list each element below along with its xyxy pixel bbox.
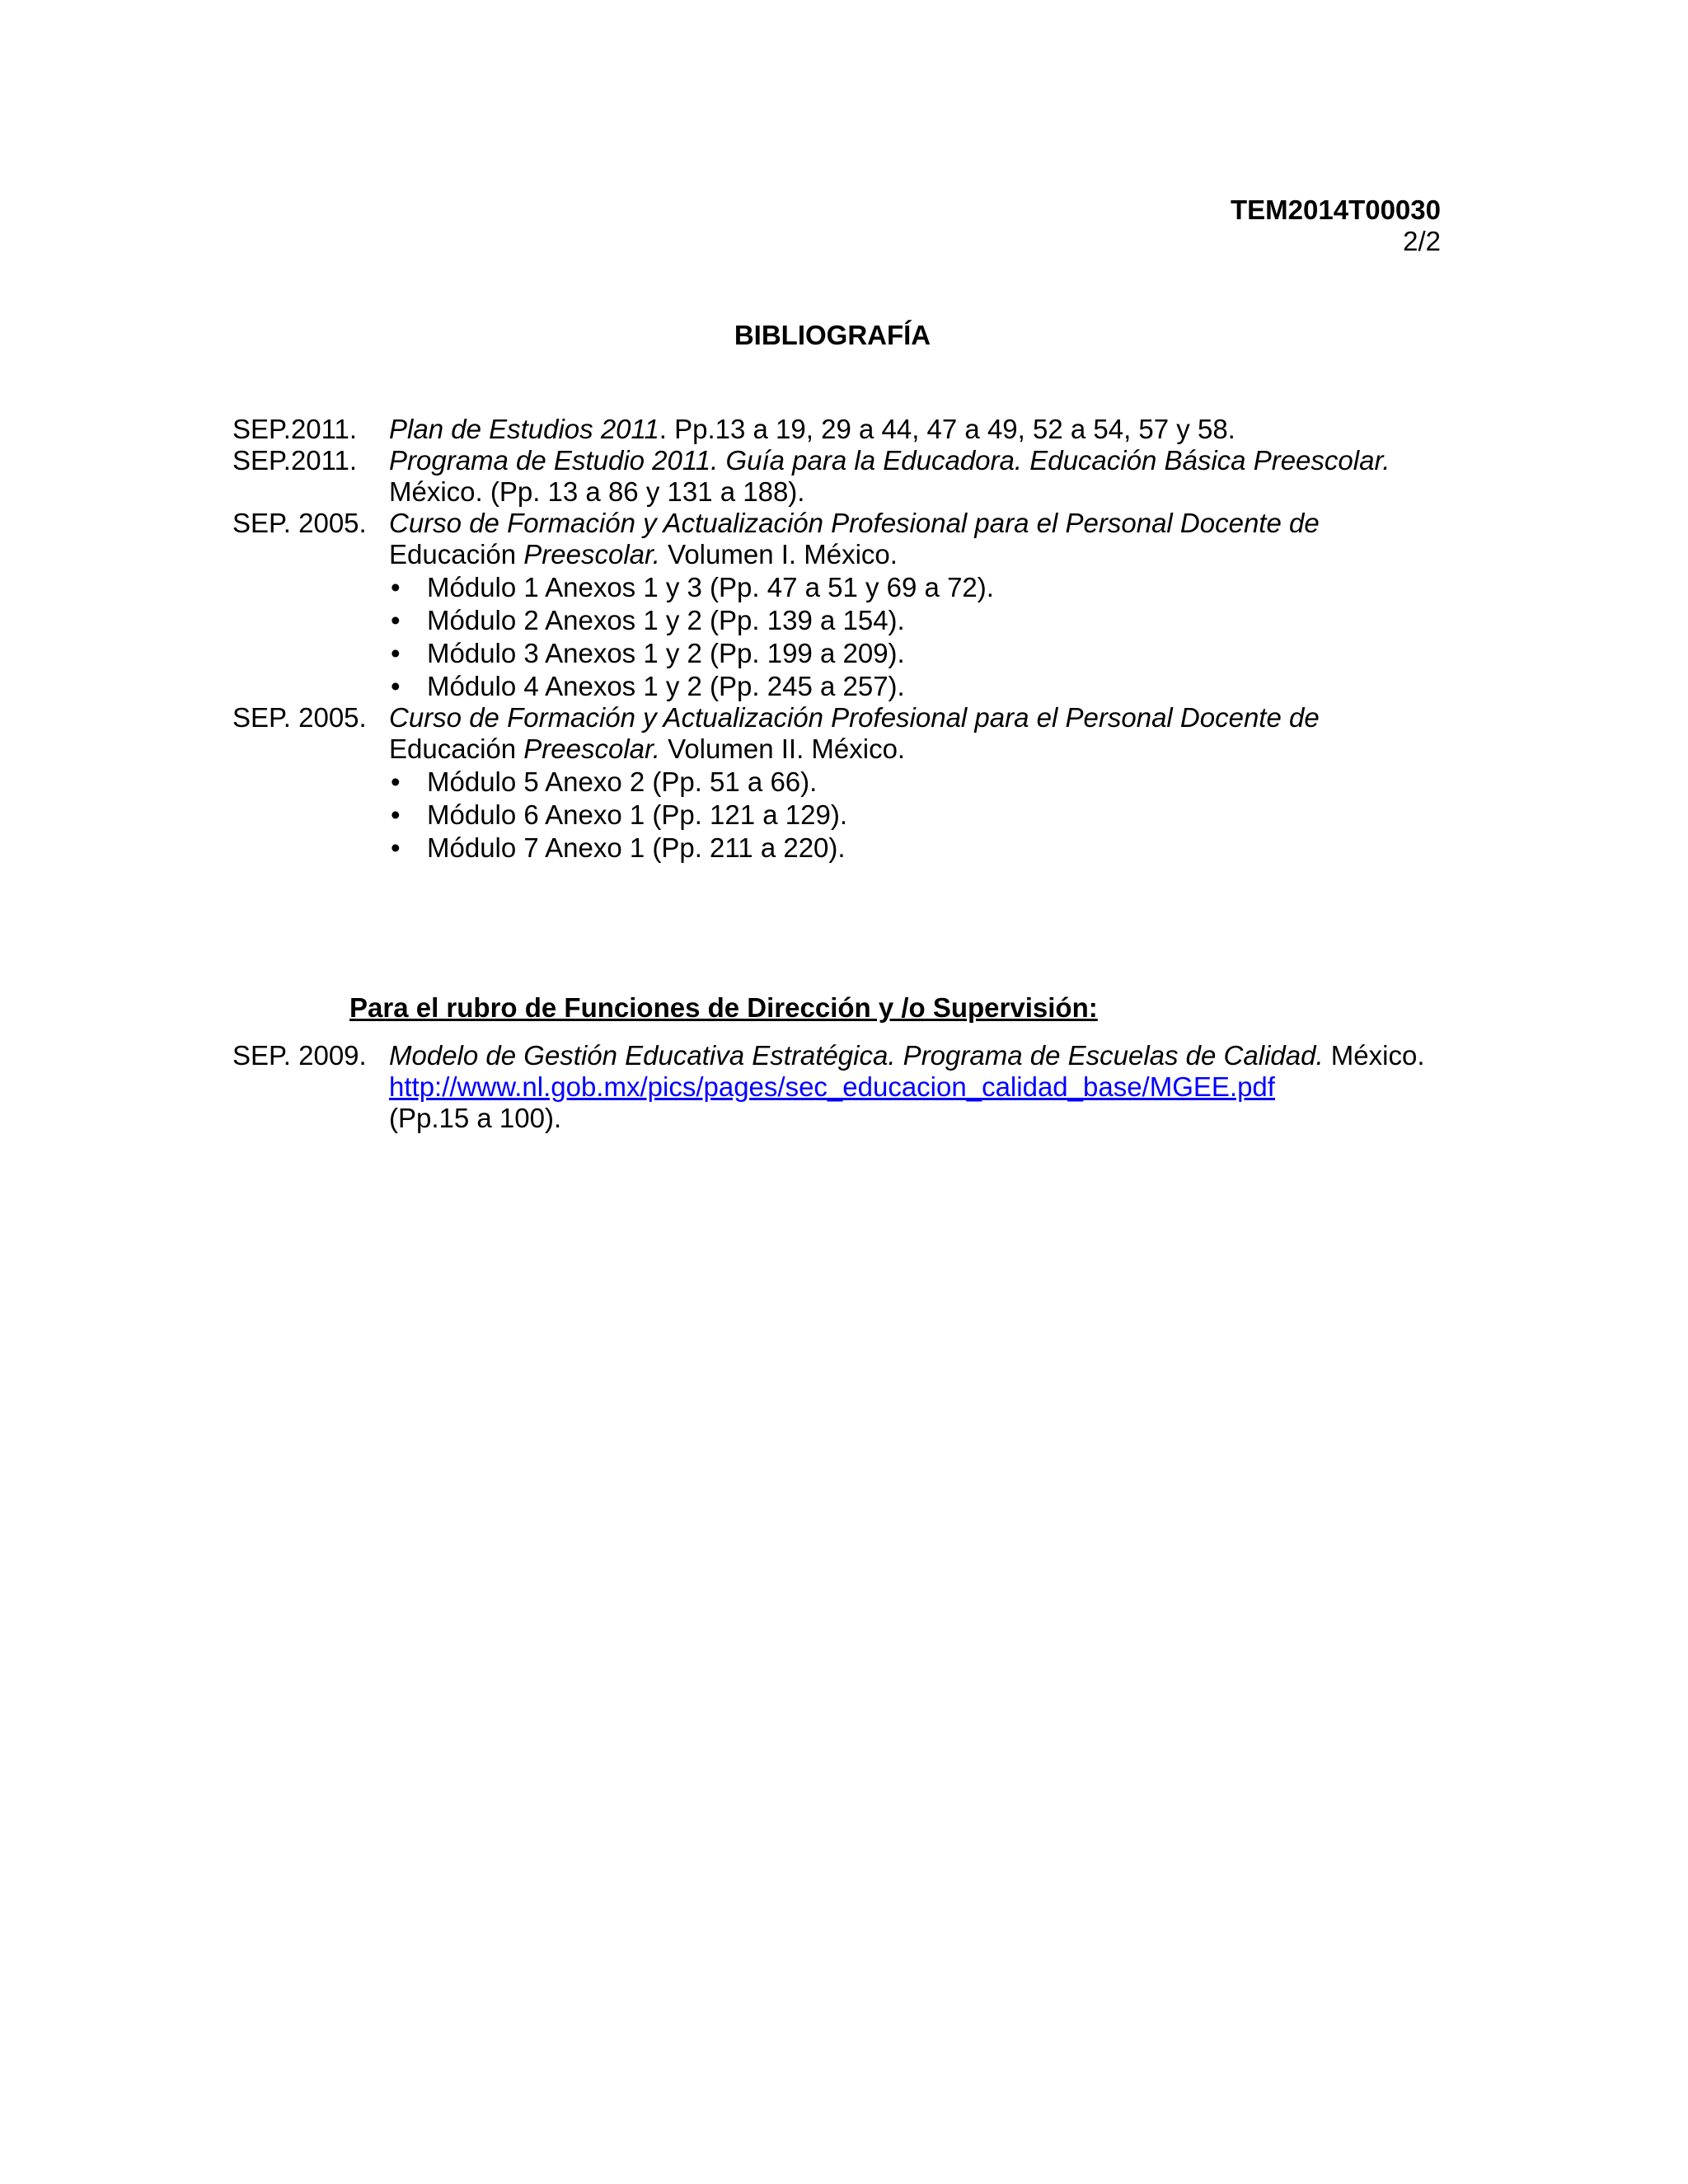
list-item: • Módulo 7 Anexo 1 (Pp. 211 a 220).	[389, 832, 1485, 864]
entry-details: Educación Preescolar. Volumen II. México.	[389, 733, 906, 764]
entry-source: SEP. 2009.	[232, 1040, 367, 1071]
list-item: • Módulo 4 Anexos 1 y 2 (Pp. 245 a 257).	[389, 671, 1485, 702]
bibliography-list	[232, 414, 1485, 864]
entry-body	[389, 1040, 1551, 1134]
list-item: • Módulo 5 Anexo 2 (Pp. 51 a 66).	[389, 766, 1485, 798]
entry-body	[389, 445, 1485, 508]
entry-title: Curso de Formación y Actualización Profesional para el Personal Docente de	[389, 508, 1320, 538]
entry-title: Curso de Formación y Actualización Profesional para el Personal Docente de	[389, 702, 1320, 733]
entry-details: Educación Preescolar. Volumen I. México.	[389, 539, 898, 569]
entry-title: Programa de Estudio 2011. Guía para la Educadora. Educación Básica Preescolar.	[389, 445, 1390, 476]
entry-body	[389, 702, 1485, 864]
bibliography-list-direction	[232, 1040, 1551, 1134]
entry-source: SEP. 2005.	[232, 702, 367, 733]
entry-pages: (Pp.15 a 100).	[389, 1103, 562, 1133]
list-item: • Módulo 6 Anexo 1 (Pp. 121 a 129).	[389, 799, 1485, 831]
list-item: • Módulo 3 Anexos 1 y 2 (Pp. 199 a 209).	[389, 638, 1485, 669]
document-header	[1231, 194, 1441, 257]
entry-details: México.	[1323, 1040, 1425, 1071]
entry-body	[389, 414, 1485, 445]
entry-url-link[interactable]: http://www.nl.gob.mx/pics/pages/sec_educacion_calidad_base/MGEE.pdf	[389, 1071, 1275, 1102]
bibliography-entry	[232, 445, 1485, 508]
module-list	[389, 572, 1485, 702]
page-title: BIBLIOGRAFÍA	[734, 320, 931, 350]
entry-details: . Pp.13 a 19, 29 a 44, 47 a 49, 52 a 54, 57 y 58.	[659, 414, 1236, 444]
section-heading: Para el rubro de Funciones de Dirección y /o Supervisión:	[349, 992, 1098, 1023]
entry-source: SEP.2011.	[232, 445, 358, 476]
document-code: TEM2014T00030	[1231, 194, 1441, 225]
list-item: • Módulo 1 Anexos 1 y 3 (Pp. 47 a 51 y 69 a 72).	[389, 572, 1485, 603]
bibliography-entry	[232, 702, 1485, 864]
bibliography-entry	[232, 414, 1485, 445]
page-number: 2/2	[1403, 226, 1441, 256]
list-item: • Módulo 2 Anexos 1 y 2 (Pp. 139 a 154).	[389, 605, 1485, 636]
entry-details: México. (Pp. 13 a 86 y 131 a 188).	[389, 476, 805, 507]
bibliography-entry	[232, 508, 1485, 702]
module-list	[389, 766, 1485, 864]
entry-source: SEP.2011.	[232, 414, 358, 444]
entry-title: Plan de Estudios 2011	[389, 414, 659, 444]
entry-body	[389, 508, 1485, 702]
entry-title: Modelo de Gestión Educativa Estratégica. Programa de Escuelas de Calidad.	[389, 1040, 1324, 1071]
entry-source: SEP. 2005.	[232, 508, 367, 538]
bibliography-entry	[232, 1040, 1551, 1134]
